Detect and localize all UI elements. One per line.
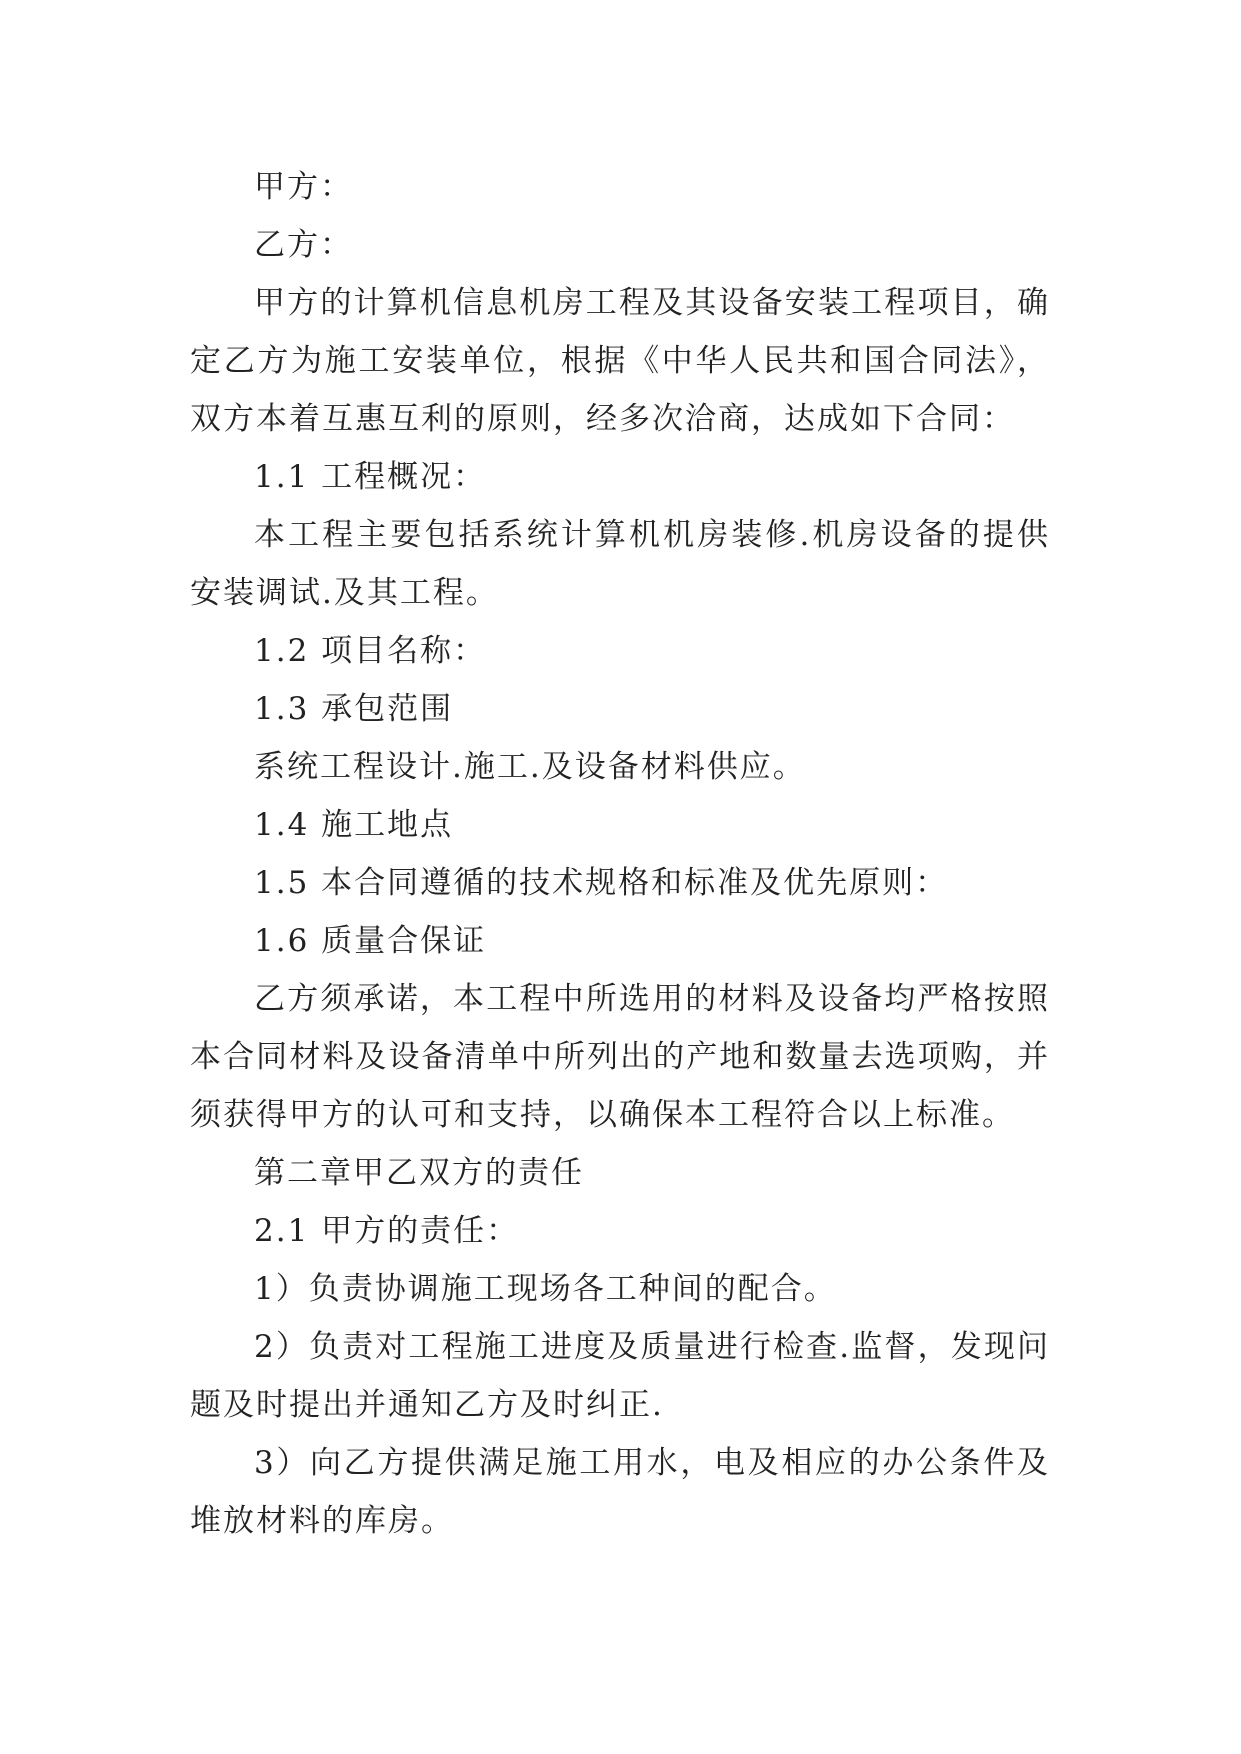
list-item-2: 2）负责对工程施工进度及质量进行检查.监督，发现问题及时提出并通知乙方及时纠正.	[190, 1329, 1050, 1423]
paragraph-party-a: 甲方：	[254, 169, 353, 205]
section-2-1-heading: 2.1 甲方的责任：	[254, 1213, 520, 1249]
paragraph-overview: 本工程主要包括系统计算机机房装修.机房设备的提供安装调试.及其工程。	[190, 517, 1050, 611]
section-1-2-heading: 1.2 项目名称：	[254, 633, 487, 669]
list-item-3: 3）向乙方提供满足施工用水，电及相应的办公条件及堆放材料的库房。	[190, 1445, 1050, 1539]
section-1-5-heading: 1.5 本合同遵循的技术规格和标准及优先原则：	[254, 865, 949, 901]
paragraph-preamble: 甲方的计算机信息机房工程及其设备安装工程项目，确定乙方为施工安装单位，根据《中华人民共和国合同法》，双方本着互惠互利的原则，经多次洽商，达成如下合同：	[190, 285, 1050, 437]
section-1-6-heading: 1.6 质量合保证	[254, 923, 487, 959]
chapter-2-heading: 第二章甲乙双方的责任	[254, 1155, 584, 1191]
paragraph-quality: 乙方须承诺，本工程中所选用的材料及设备均严格按照本合同材料及设备清单中所列出的产地和数量去选项购，并须获得甲方的认可和支持，以确保本工程符合以上标准。	[190, 981, 1050, 1133]
document-body	[190, 158, 1050, 1550]
paragraph-scope: 系统工程设计.施工.及设备材料供应。	[254, 749, 806, 785]
section-1-1-heading: 1.1 工程概况：	[254, 459, 487, 495]
section-1-3-heading: 1.3 承包范围	[254, 691, 454, 727]
paragraph-party-b: 乙方：	[254, 227, 353, 263]
list-item-1: 1）负责协调施工现场各工种间的配合。	[254, 1271, 837, 1307]
section-1-4-heading: 1.4 施工地点	[254, 807, 454, 843]
